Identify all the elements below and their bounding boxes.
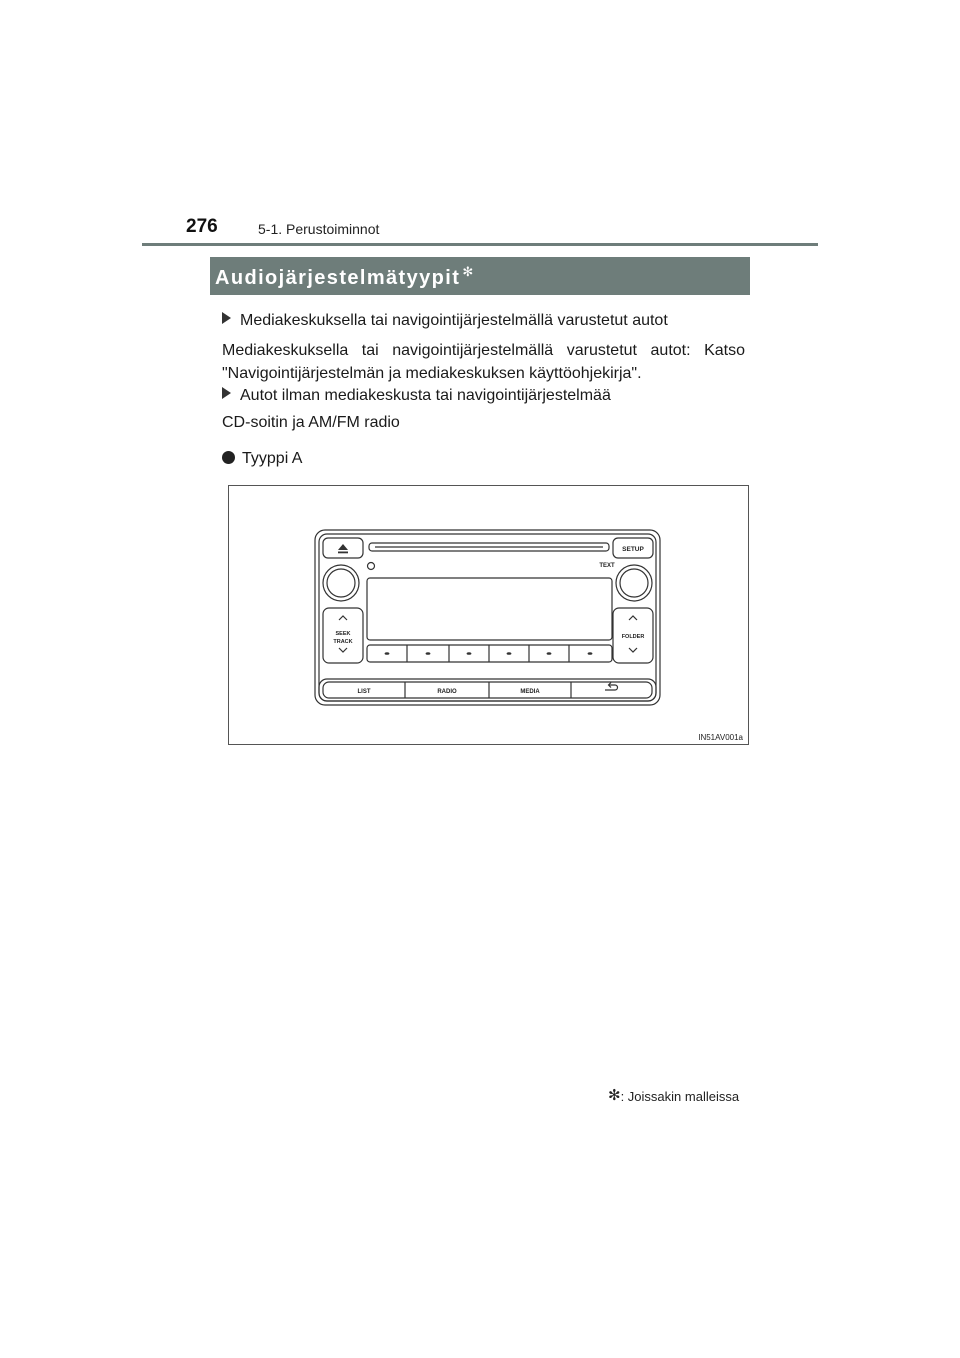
tune-knob bbox=[616, 565, 652, 601]
track-label: TRACK bbox=[333, 639, 353, 645]
footnote bbox=[608, 1086, 739, 1104]
power-volume-knob bbox=[323, 565, 359, 601]
page-number: 276 bbox=[186, 216, 218, 237]
faceplate-inner bbox=[319, 534, 656, 701]
radio-label: RADIO bbox=[437, 689, 457, 695]
folder-label: FOLDER bbox=[621, 634, 645, 640]
setup-label: SETUP bbox=[622, 546, 644, 553]
text-label: TEXT bbox=[599, 563, 615, 569]
footnote-text: : Joissakin malleissa bbox=[620, 1089, 740, 1104]
type-a-heading bbox=[222, 450, 302, 468]
bullet-no-media-center-text: Autot ilman mediakeskusta tai navigointijärjestelmää bbox=[240, 387, 611, 404]
figure-code: IN51AV001a bbox=[698, 733, 743, 742]
circle-bullet-icon bbox=[222, 451, 235, 464]
section-title-text: Audiojärjestelmätyypit bbox=[215, 267, 461, 289]
list-label: LIST bbox=[357, 689, 371, 695]
bullet-media-center bbox=[222, 312, 668, 330]
triangle-bullet-icon bbox=[222, 387, 231, 399]
chapter-title: 5-1. Perustoiminnot bbox=[258, 221, 380, 237]
bullet-media-center-text: Mediakeskuksella tai navigointijärjestelmällä varustetut autot bbox=[240, 312, 668, 329]
audio-unit-illustration bbox=[229, 486, 748, 744]
type-a-text: Tyyppi A bbox=[242, 450, 303, 467]
header-rule bbox=[142, 243, 818, 246]
back-icon bbox=[605, 683, 618, 691]
media-label: MEDIA bbox=[520, 689, 540, 695]
footnote-marker: ✻ bbox=[608, 1087, 621, 1104]
optional-marker: ✻ bbox=[462, 264, 475, 279]
audio-unit-figure bbox=[228, 485, 749, 745]
section-title bbox=[215, 264, 475, 290]
triangle-bullet-icon bbox=[222, 312, 231, 324]
media-center-paragraph: Mediakeskuksella tai navigointijärjestelmällä varustetut autot: Katso "Navigointijärjestelmän ja mediakeskuksen käyttöohjekirja". bbox=[222, 342, 745, 382]
bullet-no-media-center bbox=[222, 387, 611, 405]
seek-label: SEEK bbox=[335, 631, 351, 637]
cd-radio-paragraph: CD-soitin ja AM/FM radio bbox=[222, 414, 400, 431]
eject-icon bbox=[338, 544, 348, 553]
display-screen bbox=[367, 578, 612, 640]
